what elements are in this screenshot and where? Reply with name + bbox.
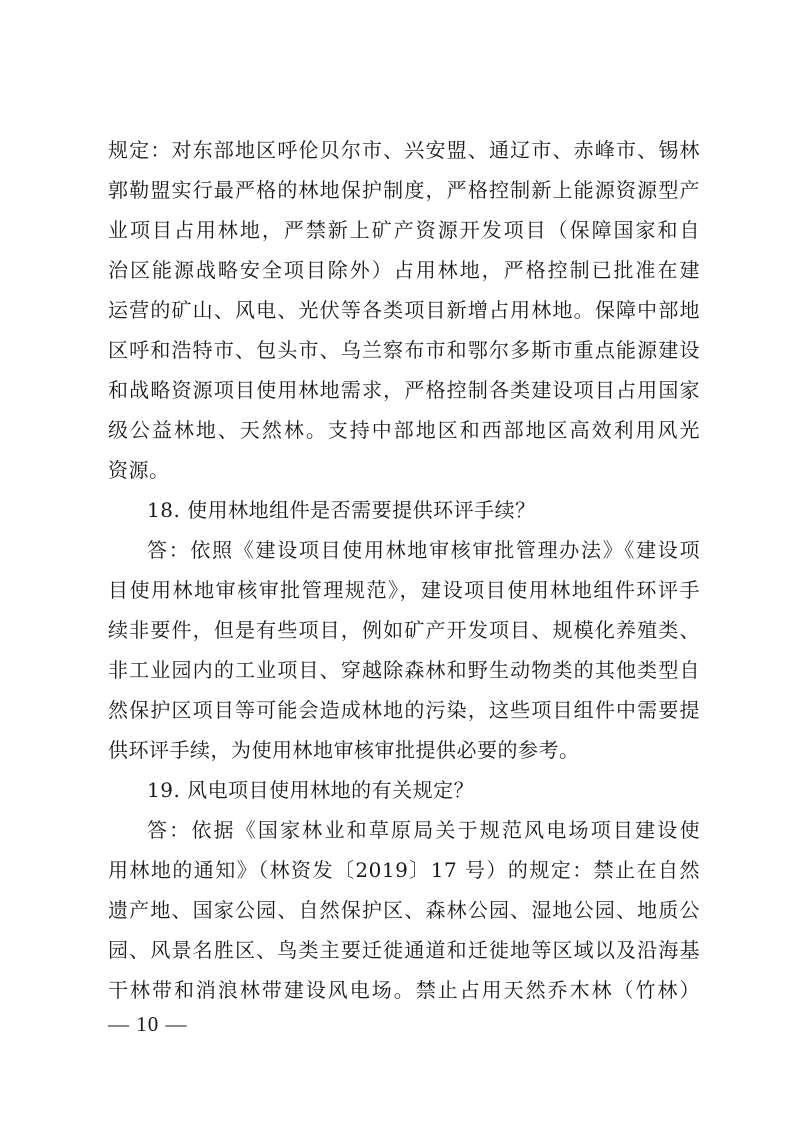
text-line: 和战略资源项目使用林地需求，严格控制各类建设项目占用国家 — [108, 378, 700, 402]
text-line: 干林带和消浪林带建设风电场。禁止占用天然乔木林（竹林） — [108, 978, 700, 1002]
text-line: 治区能源战略安全项目除外）占用林地，严格控制已批准在建 — [108, 258, 700, 282]
text-line: 业项目占用林地，严禁新上矿产资源开发项目（保障国家和自 — [108, 218, 700, 242]
text-line: 郭勒盟实行最严格的林地保护制度，严格控制新上能源资源型产 — [108, 178, 700, 202]
text-line: 然保护区项目等可能会造成林地的污染，这些项目组件中需要提 — [108, 698, 700, 722]
text-line: 级公益林地、天然林。支持中部地区和西部地区高效利用风光 — [108, 418, 700, 442]
text-line: 遗产地、国家公园、自然保护区、森林公园、湿地公园、地质公 — [108, 898, 700, 922]
answer-line: 答：依据《国家林业和草原局关于规范风电场项目建设使 — [147, 818, 700, 842]
text-line: 目使用林地审核审批管理规范》，建设项目使用林地组件环评手 — [108, 578, 700, 602]
text-line: 区呼和浩特市、包头市、乌兰察布市和鄂尔多斯市重点能源建设 — [108, 338, 700, 362]
text-line: 园、风景名胜区、鸟类主要迁徙通道和迁徙地等区域以及沿海基 — [108, 938, 700, 962]
question-heading-19: 19. 风电项目使用林地的有关规定？ — [147, 778, 475, 802]
text-line: 非工业园内的工业项目、穿越除森林和野生动物类的其他类型自 — [108, 658, 700, 682]
page-number: — 10 — — [108, 1012, 188, 1036]
text-line: 续非要件，但是有些项目，例如矿产开发项目、规模化养殖类、 — [108, 618, 700, 642]
question-heading-18: 18. 使用林地组件是否需要提供环评手续？ — [147, 498, 536, 522]
text-line: 用林地的通知》（林资发〔2019〕17 号）的规定：禁止在自然 — [108, 858, 700, 882]
answer-line: 答：依照《建设项目使用林地审核审批管理办法》《建设项 — [147, 538, 700, 562]
text-line: 运营的矿山、风电、光伏等各类项目新增占用林地。保障中部地 — [108, 298, 700, 322]
text-line: 资源。 — [108, 458, 170, 482]
text-line: 规定：对东部地区呼伦贝尔市、兴安盟、通辽市、赤峰市、锡林 — [108, 138, 700, 162]
text-line: 供环评手续，为使用林地审核审批提供必要的参考。 — [108, 738, 580, 762]
